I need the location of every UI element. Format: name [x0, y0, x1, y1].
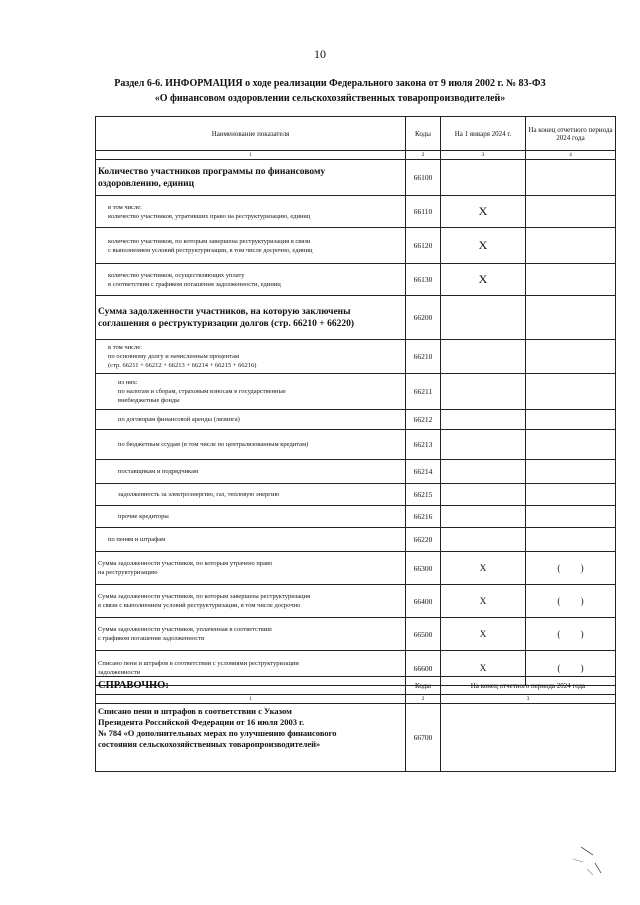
jan-value: [441, 296, 526, 340]
section-title: Раздел 6-6. ИНФОРМАЦИЯ о ходе реализации Федерального закона от 9 июля 2002 г. № 83-ФЗ: [114, 78, 546, 89]
indicator-name: по договорам финансовой аренды (лизинга): [96, 410, 406, 430]
indicator-name: количество участников, осуществляющих уплату в соответствии с графиком погашения задолженности, единиц: [96, 264, 406, 296]
end-value: [526, 196, 616, 228]
header-codes: Коды: [406, 117, 441, 151]
row-code: 66500: [406, 618, 441, 651]
end-value: [526, 506, 616, 528]
col-number: 3: [441, 695, 616, 704]
table-row: [96, 460, 616, 484]
col-number: 4: [526, 151, 616, 160]
table-row: [96, 228, 616, 264]
row-code: 66200: [406, 296, 441, 340]
end-value: ( ): [526, 618, 616, 651]
reference-code: 66700: [406, 704, 441, 772]
table-row: [96, 340, 616, 374]
row-code: 66120: [406, 228, 441, 264]
row-code: 66300: [406, 552, 441, 585]
end-value: [526, 430, 616, 460]
reference-header-end: На конец отчетного периода 2024 года: [441, 677, 616, 695]
indicator-name: из них: по налогам и сборам, страховым взносам в государственные внебюджетные фонды: [96, 374, 406, 410]
indicator-name: по пеням и штрафам: [96, 528, 406, 552]
end-value: [526, 340, 616, 374]
indicator-name: количество участников, по которым завершена реструктуризация в связи с выполнением условий реструктуризации, в том числе досрочно, единиц: [96, 228, 406, 264]
row-code: 66215: [406, 484, 441, 506]
end-value: [526, 228, 616, 264]
header-jan: На 1 января 2024 г.: [441, 117, 526, 151]
jan-value: [441, 160, 526, 196]
end-value: [526, 410, 616, 430]
row-code: 66220: [406, 528, 441, 552]
indicator-name: в том числе: по основному долгу и начисленным процентам (стр. 66211 + 66212 + 66213 + 66214 + 66215 + 66216): [96, 340, 406, 374]
table-row: [96, 618, 616, 651]
indicator-name: Сумма задолженности участников, по которым утрачено право на реструктуризацию: [96, 552, 406, 585]
end-value: [526, 160, 616, 196]
end-value: [526, 264, 616, 296]
jan-value: X: [441, 618, 526, 651]
row-code: 66110: [406, 196, 441, 228]
row-code: 66216: [406, 506, 441, 528]
col-number: 2: [406, 151, 441, 160]
jan-value: [441, 484, 526, 506]
table-row: [96, 528, 616, 552]
section-subtitle: «О финансовом оздоровлении сельскохозяйственных товаропроизводителей»: [154, 93, 506, 104]
end-value: ( ): [526, 585, 616, 618]
row-code: 66600: [406, 651, 441, 686]
table-row: [96, 506, 616, 528]
end-value: [526, 484, 616, 506]
reference-header-codes: Коды: [406, 677, 441, 695]
end-value: [526, 528, 616, 552]
indicator-name: Списано пени и штрафов в соответствии с условиями реструктуризации задолженности: [96, 651, 406, 686]
table-row: [96, 484, 616, 506]
table-row: [96, 296, 616, 340]
indicator-name: Сумма задолженности участников, на которую заключены соглашения о реструктуризации долгов (стр. 66210 + 66220): [96, 296, 406, 340]
indicator-name: Сумма задолженности участников, по которым завершена реструктуризация в связи с выполнением условий реструктуризации, в том числе досрочно: [96, 585, 406, 618]
indicator-name: в том числе: количество участников, утративших право на реструктуризацию, единиц: [96, 196, 406, 228]
jan-value: [441, 430, 526, 460]
jan-value: X: [441, 264, 526, 296]
jan-value: [441, 460, 526, 484]
table-row: [96, 160, 616, 196]
header-name: Наименование показателя: [96, 117, 406, 151]
reference-table: [95, 676, 616, 772]
row-code: 66100: [406, 160, 441, 196]
indicator-name: по бюджетным ссудам (в том числе по централизованным кредитам): [96, 430, 406, 460]
table-row: [96, 374, 616, 410]
jan-value: X: [441, 228, 526, 264]
row-code: 66213: [406, 430, 441, 460]
indicator-name: поставщикам и подрядчикам: [96, 460, 406, 484]
indicator-name: Количество участников программы по финансовому оздоровлению, единиц: [96, 160, 406, 196]
jan-value: X: [441, 196, 526, 228]
table-row: [96, 264, 616, 296]
reference-title: СПРАВОЧНО:: [96, 677, 406, 695]
end-value: [526, 374, 616, 410]
jan-value: [441, 340, 526, 374]
col-number: 1: [96, 695, 406, 704]
reference-value: [441, 704, 616, 772]
jan-value: [441, 506, 526, 528]
table-row: [96, 552, 616, 585]
jan-value: [441, 410, 526, 430]
table-row: [96, 196, 616, 228]
row-code: 66212: [406, 410, 441, 430]
jan-value: [441, 528, 526, 552]
indicator-name: Сумма задолженности участников, уплаченная в соответствии: с графиком погашения задолженности: [96, 618, 406, 651]
page-number: 10: [314, 47, 326, 61]
indicator-name: прочие кредиторы: [96, 506, 406, 528]
col-number: 2: [406, 695, 441, 704]
row-code: 66400: [406, 585, 441, 618]
end-value: ( ): [526, 651, 616, 686]
col-number: 3: [441, 151, 526, 160]
end-value: [526, 460, 616, 484]
header-end: На конец отчетного периода 2024 года: [526, 117, 616, 151]
end-value: [526, 296, 616, 340]
reference-indicator: Списано пени и штрафов в соответствии с Указом Президента Российской Федерации от 16 июля 2003 г. № 784 «О дополнительных мерах по улучшению финансового состояния сельскохозяйственных товаропроизводителей»: [96, 704, 406, 772]
scan-marks: [563, 835, 613, 885]
row-code: 66210: [406, 340, 441, 374]
row-code: 66214: [406, 460, 441, 484]
end-value: ( ): [526, 552, 616, 585]
col-number: 1: [96, 151, 406, 160]
row-code: 66130: [406, 264, 441, 296]
main-table: [95, 116, 616, 686]
jan-value: X: [441, 552, 526, 585]
jan-value: X: [441, 651, 526, 686]
indicator-name: задолженность за электроэнергию, газ, тепловую энергию: [96, 484, 406, 506]
table-row: [96, 704, 616, 772]
jan-value: [441, 374, 526, 410]
table-row: [96, 410, 616, 430]
row-code: 66211: [406, 374, 441, 410]
table-row: [96, 585, 616, 618]
jan-value: X: [441, 585, 526, 618]
table-row: [96, 430, 616, 460]
